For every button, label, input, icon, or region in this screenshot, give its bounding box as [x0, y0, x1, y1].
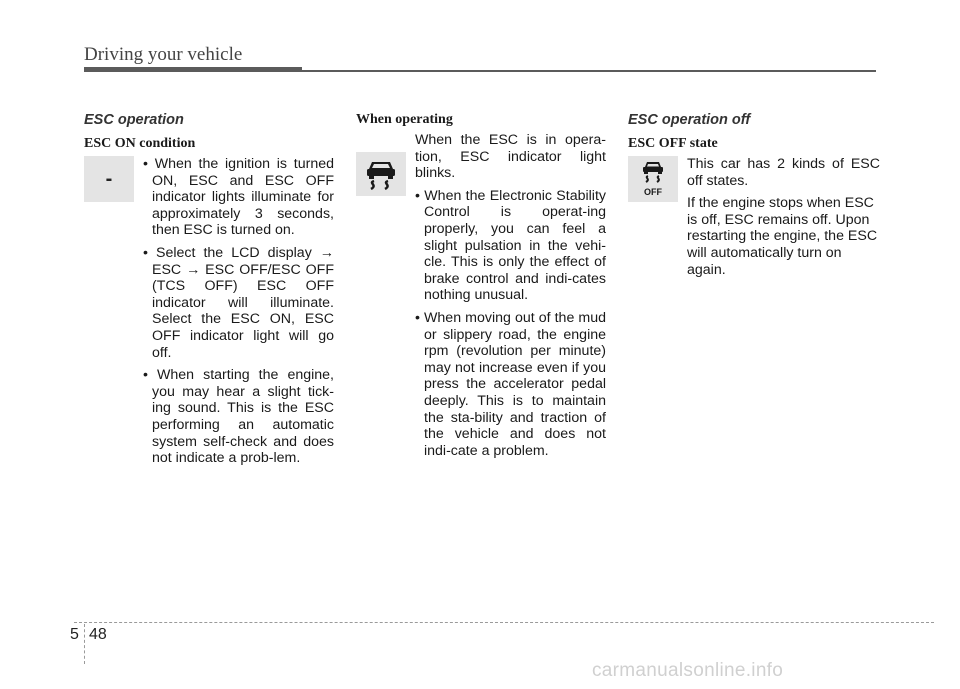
esc-off-block: [628, 156, 880, 278]
section-title-esc-operation: ESC operation: [84, 112, 184, 128]
watermark-text: carmanualsonline.info: [592, 660, 784, 681]
column-when-operating: [356, 108, 606, 465]
column-esc-operation: [84, 108, 334, 473]
list-item: • When moving out of the mud or slippery road, the engine rpm (revolution per minute) may not increase even if you press the accelerator pedal deeply. This is to maintain the sta-bility and traction of the vehicle and does not indi-cate a problem.: [415, 309, 606, 459]
footer-rule: [74, 622, 934, 623]
page-number: 48: [89, 626, 107, 643]
esc-on-block: [84, 156, 334, 467]
subtitle-when-operating: When operating: [356, 112, 453, 127]
off-icon-label: OFF: [644, 187, 662, 197]
header-rule-thick: [84, 67, 302, 72]
car-skid-off-icon: [636, 159, 670, 199]
list-item: • Select the LCD display → ESC → ESC OFF/ESC OFF (TCS OFF) ESC OFF indicator will illuminate. Select the ESC ON, ESC OFF indicator light will go off.: [143, 244, 334, 361]
dash-indicator-icon: [84, 156, 134, 202]
dash-glyph: -: [105, 167, 113, 190]
section-title-esc-operation-off: ESC operation off: [628, 112, 751, 128]
chapter-number: 5: [70, 626, 79, 643]
esc-skid-icon: [356, 152, 406, 196]
esc-off-text: [687, 156, 880, 278]
subtitle-esc-off-state: ESC OFF state: [628, 136, 718, 151]
subtitle-esc-on-condition: ESC ON condition: [84, 136, 196, 151]
when-operating-text: [415, 132, 606, 459]
list-item: • When the Electronic Stability Control is operat-ing properly, you can feel a slight pulsation in the vehi-cle. This is only the effect of brake control and indi-cates nothing unusual.: [415, 187, 606, 304]
header-rule-thin: [302, 70, 876, 72]
esc-on-text: [143, 156, 334, 467]
page-header-title: Driving your vehicle: [84, 44, 243, 65]
car-skid-icon: [363, 158, 399, 190]
esc-off-indicator-icon: [628, 156, 678, 202]
footer-divider: [84, 624, 85, 664]
list-item: • When starting the engine, you may hear a slight tick-ing sound. This is the ESC performing an automatic system self-check and does not indicate a prob-lem.: [143, 367, 334, 467]
column-esc-operation-off: [628, 108, 880, 284]
paragraph: If the engine stops when ESC is off, ESC remains off. Upon restarting the engine, the ESC will automatically turn on again.: [687, 195, 878, 278]
list-item: • When the ignition is turned ON, ESC and ESC OFF indicator lights illuminate for approximately 3 seconds, then ESC is turned on.: [143, 156, 334, 239]
intro-paragraph: When the ESC is in opera-tion, ESC indicator light blinks.: [415, 132, 606, 182]
paragraph: This car has 2 kinds of ESC off states.: [687, 156, 880, 189]
when-operating-block: [356, 132, 606, 459]
